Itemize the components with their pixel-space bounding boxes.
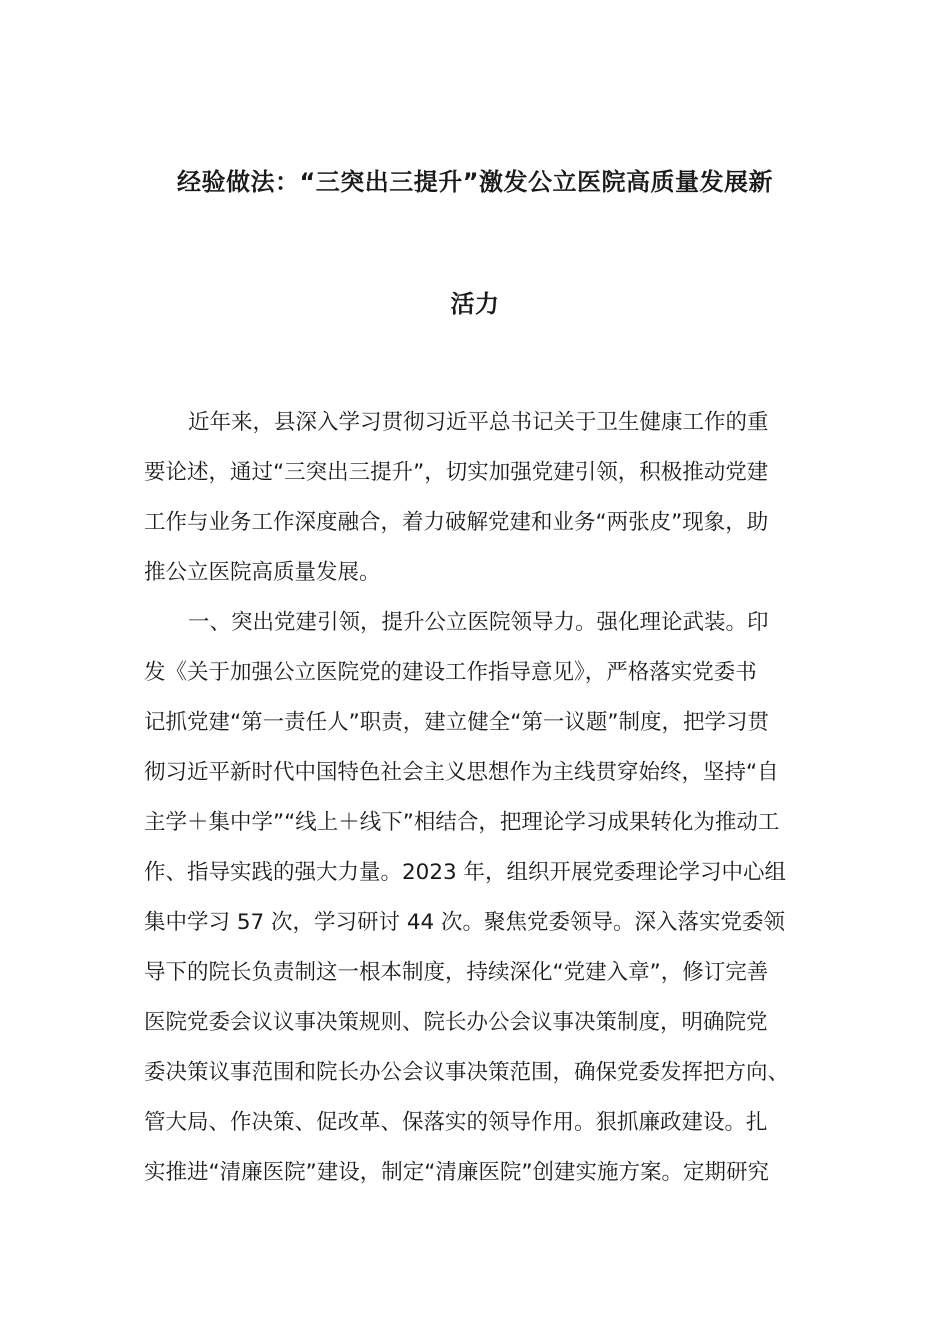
- body-line: 工作与业务工作深度融合，着力破解党建和业务“两张皮”现象，助: [144, 510, 769, 535]
- document-body: [144, 398, 814, 1198]
- body-line: 记抓党建“第一责任人”职责，建立健全“第一议题”制度，把学习贯: [144, 710, 770, 735]
- body-line: 医院党委会议议事决策规则、院长办公会议事决策制度，明确院党: [144, 1010, 768, 1035]
- body-line: 委决策议事范围和院长办公会议事决策范围，确保党委发挥把方向、: [144, 1060, 790, 1085]
- document-title-line-1: 经验做法：“三突出三提升”激发公立医院高质量发展新: [176, 168, 774, 196]
- body-line: 主学＋集中学”“线上＋线下”相结合，把理论学习成果转化为推动工: [144, 810, 780, 835]
- body-line: 推公立医院高质量发展。: [144, 560, 381, 585]
- document-title-line-2: 活力: [450, 290, 500, 318]
- body-line: 一、突出党建引领，提升公立医院领导力。强化理论武装。印: [188, 610, 769, 635]
- body-line: 管大局、作决策、促改革、保落实的领导作用。狠抓廉政建设。扎: [144, 1110, 768, 1135]
- body-line: 集中学习 57 次，学习研讨 44 次。聚焦党委领导。深入落实党委领: [144, 910, 786, 935]
- body-line: 实推进“清廉医院”建设，制定“清廉医院”创建实施方案。定期研究: [144, 1160, 770, 1185]
- body-line: 作、指导实践的强大力量。2023 年，组织开展党委理论学习中心组: [144, 860, 787, 885]
- body-line: 要论述，通过“三突出三提升”，切实加强党建引领，积极推动党建: [144, 460, 769, 485]
- body-line: 发《关于加强公立医院党的建设工作指导意见》，严格落实党委书: [144, 660, 757, 685]
- body-line: 导下的院长负责制这一根本制度，持续深化“党建入章”，修订完善: [144, 960, 769, 985]
- body-line: 彻习近平新时代中国特色社会主义思想作为主线贯穿始终，坚持“自: [144, 760, 779, 785]
- body-line: 近年来，县深入学习贯彻习近平总书记关于卫生健康工作的重: [188, 410, 769, 435]
